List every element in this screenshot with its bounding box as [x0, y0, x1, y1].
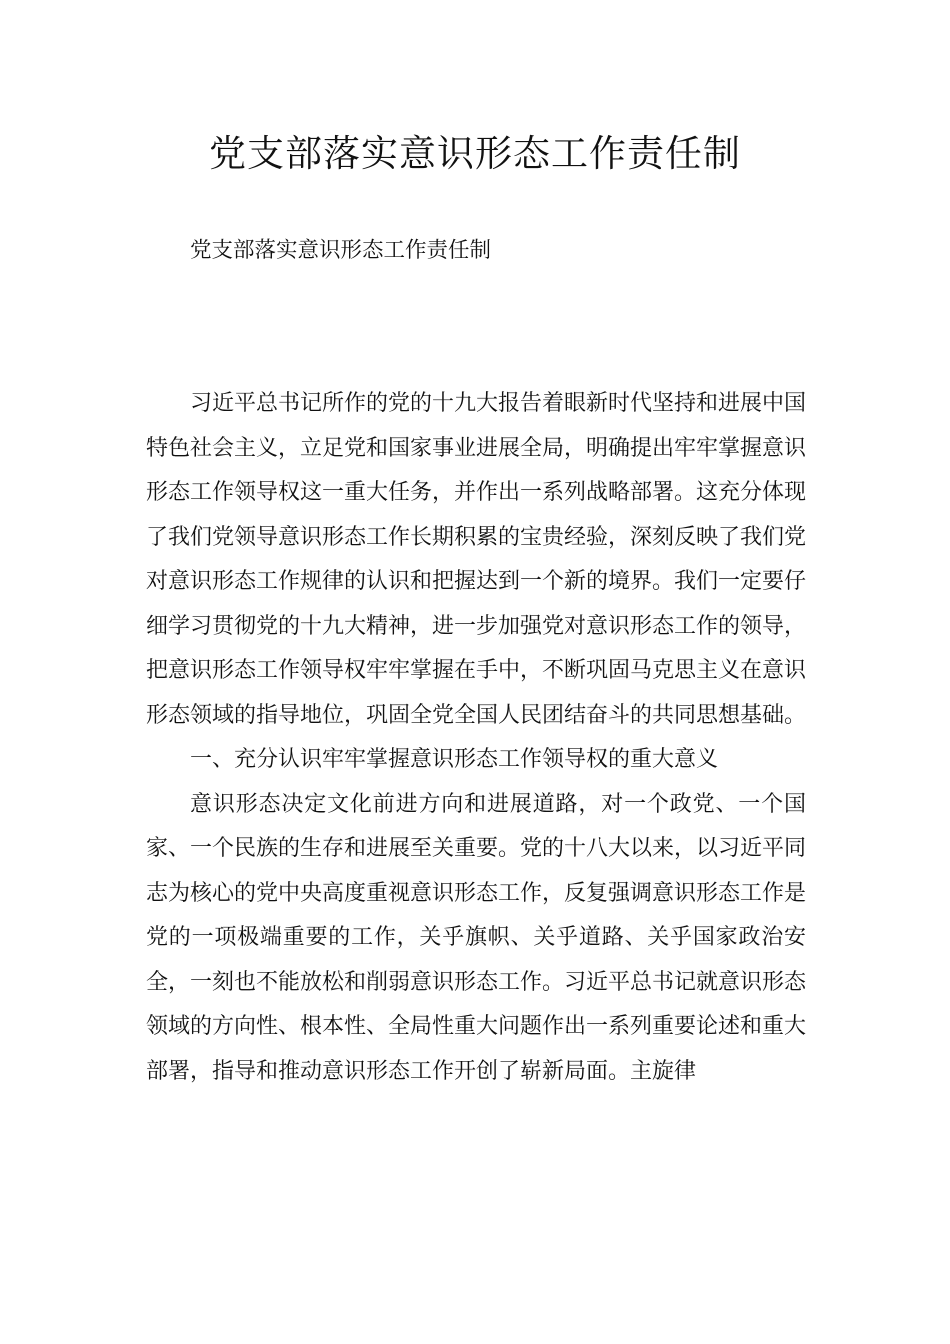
document-subtitle: 党支部落实意识形态工作责任制 — [190, 238, 492, 263]
section-heading-1: 一、充分认识牢牢掌握意识形态工作领导权的重大意义 — [190, 747, 719, 772]
document-title: 党支部落实意识形态工作责任制 — [209, 132, 741, 175]
body-paragraph-section-1: 意识形态决定文化前进方向和进展道路，对一个政党、一个国家、一个民族的生存和进展至关重要。党的十八大以来，以习近平同志为核心的党中央高度重视意识形态工作，反复强调意识形态工作是党的一项极端重要的工作，关乎旗帜、关乎道路、关乎国家政治安全，一刻也不能放松和削弱意识形态工作。习近平总书记就意识形态领域的方向性、根本性、全局性重大问题作出一系列重要论述和重大部署，指导和推动意识形态工作开创了崭新局面。主旋律 — [146, 791, 807, 1084]
document-body — [146, 382, 806, 1094]
body-paragraph-intro: 习近平总书记所作的党的十九大报告着眼新时代坚持和进展中国特色社会主义，立足党和国家事业进展全局，明确提出牢牢掌握意识形态工作领导权这一重大任务，并作出一系列战略部署。这充分体现了我们党领导意识形态工作长期积累的宝贵经验，深刻反映了我们党对意识形态工作规律的认识和把握达到一个新的境界。我们一定要仔细学习贯彻党的十九大精神，进一步加强党对意识形态工作的领导，把意识形态工作领导权牢牢掌握在手中，不断巩固马克思主义在意识形态领域的指导地位，巩固全党全国人民团结奋斗的共同思想基础。 — [146, 391, 807, 728]
